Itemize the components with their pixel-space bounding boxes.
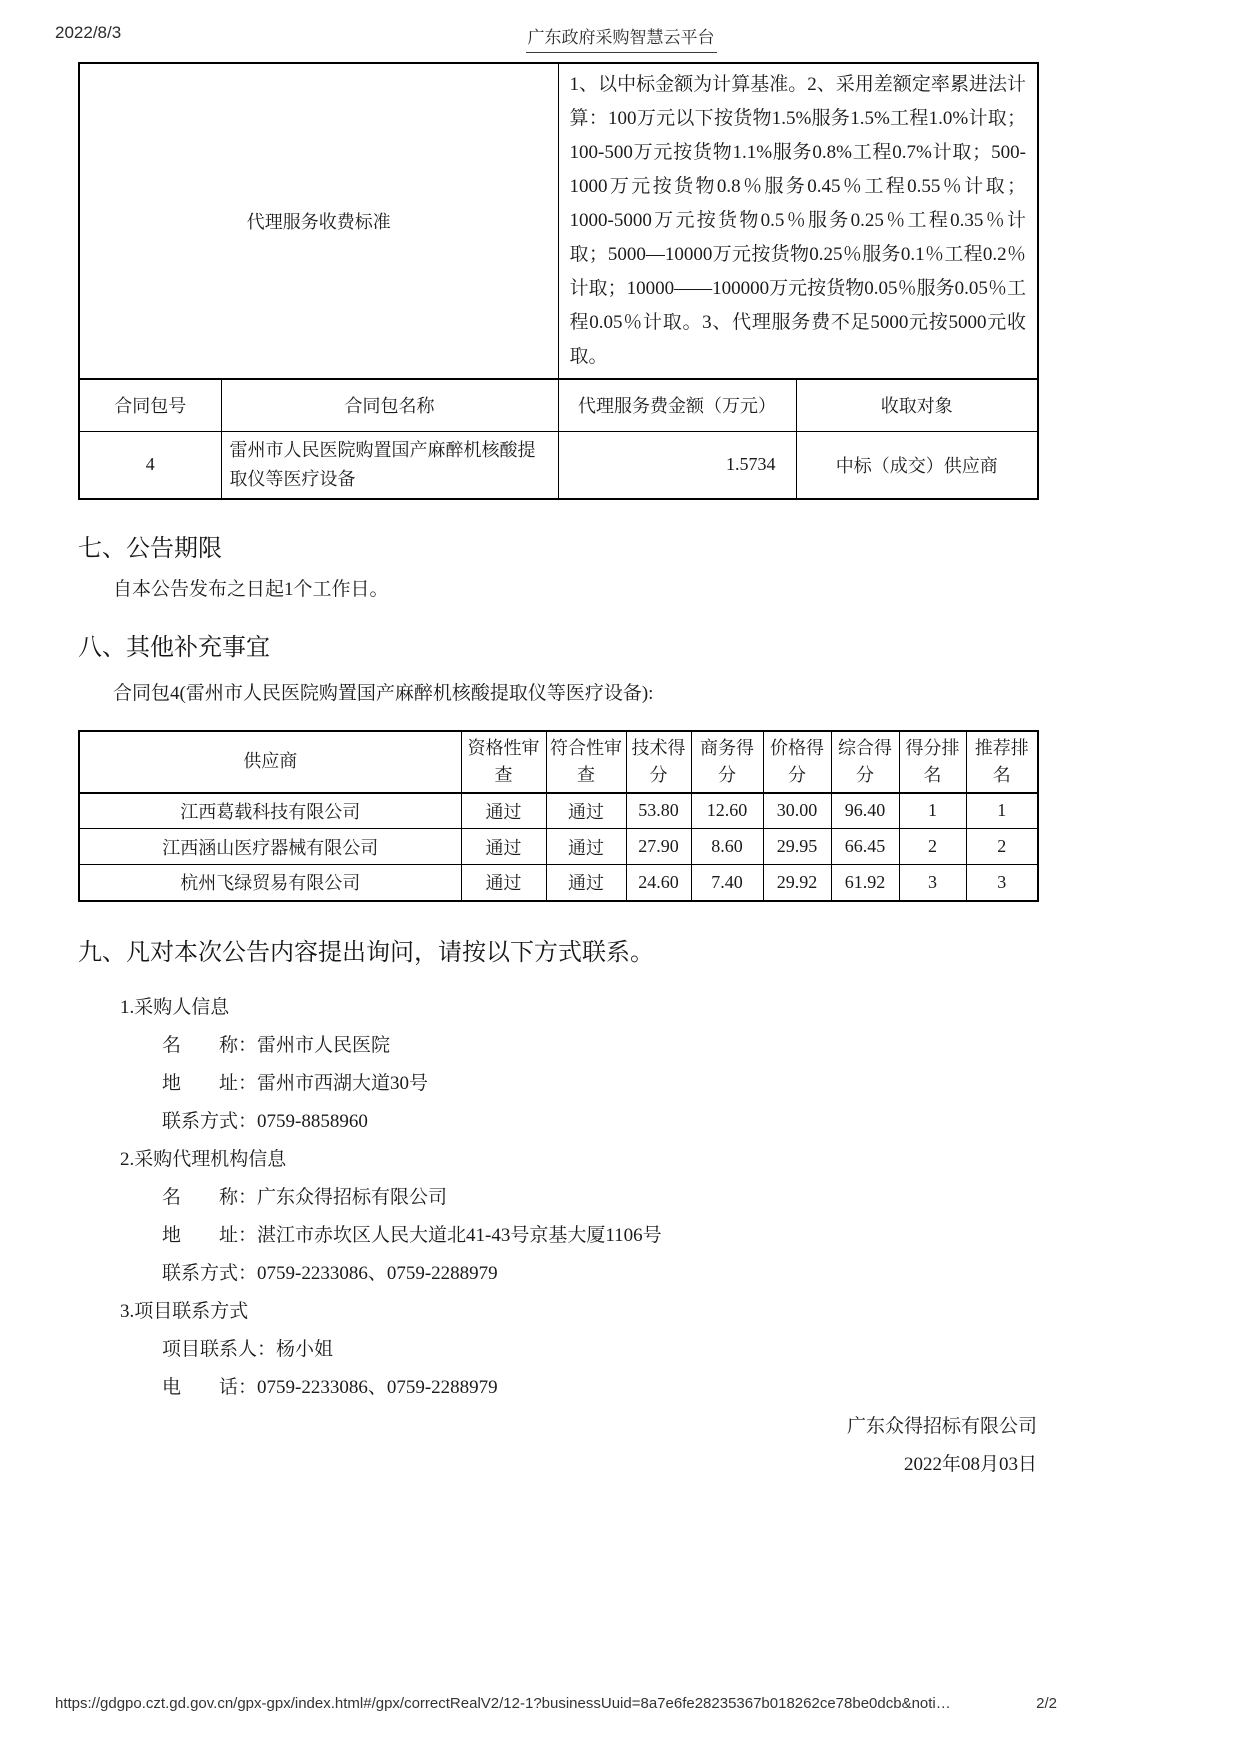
col-business-score: 商务得分: [691, 731, 763, 793]
recommend-rank: 1: [966, 793, 1038, 829]
fee-standard-label: 代理服务收费标准: [79, 63, 558, 379]
fee-amount: 1.5734: [558, 431, 796, 499]
col-fee-amount: 代理服务费金额（万元）: [558, 379, 796, 431]
col-total-score: 综合得分: [831, 731, 899, 793]
purchaser-phone: [78, 1110, 1037, 1134]
col-recommend-rank: 推荐排名: [966, 731, 1038, 793]
score-rank: 3: [899, 865, 966, 901]
field-value: 雷州市人民医院: [257, 1034, 391, 1056]
col-conformity-review: 符合性审查: [546, 731, 626, 793]
col-supplier: 供应商: [79, 731, 461, 793]
footer-page-indicator: 2/2: [1036, 1695, 1057, 1712]
field-value: 湛江市赤坎区人民大道北41-43号京基大厦1106号: [257, 1224, 662, 1246]
purchaser-address: [78, 1072, 1037, 1096]
package-name: 雷州市人民医院购置国产麻醉机核酸提取仪等医疗设备: [221, 431, 558, 499]
purchaser-name: [78, 1034, 1037, 1058]
supplier-name: 杭州飞绿贸易有限公司: [79, 865, 461, 901]
agency-group-title: 2.采购代理机构信息: [120, 1148, 287, 1170]
section-nine-heading: 九、凡对本次公告内容提出询问，请按以下方式联系。: [78, 939, 654, 966]
section-seven-body: 自本公告发布之日起1个工作日。: [113, 578, 389, 600]
field-value: 0759-2233086、0759-2288979: [257, 1262, 498, 1284]
qualification-review: 通过: [461, 865, 546, 901]
fee-standard-description: 1、以中标金额为计算基准。2、采用差额定率累进法计算：100万元以下按货物1.5%服务1.5%工程1.0%计取；100-500万元按货物1.1%服务0.8%工程0.7%计取；500-1000万元按货物0.8％服务0.45％工程0.55％计取；1000-5000万元按货物0.5％服务0.25％工程0.35％计取；5000—10000万元按货物0.25％服务0.1％工程0.2％计取；10000——100000万元按货物0.05％服务0.05％工程0.05％计取。3、代理服务费不足5000元按5000元收取。: [558, 63, 1038, 379]
fee-table-data-row: [79, 431, 1038, 499]
contact-info: [78, 996, 1037, 1400]
technical-score: 53.80: [626, 793, 691, 829]
field-value: 杨小姐: [276, 1338, 334, 1360]
field-value: 0759-2233086、0759-2288979: [257, 1376, 498, 1398]
total-score: 96.40: [831, 793, 899, 829]
print-header: [55, 21, 1187, 51]
score-rank: 1: [899, 793, 966, 829]
page-title-text: 广东政府采购智慧云平台: [526, 21, 717, 53]
field-label: 地 址：: [162, 1072, 258, 1094]
field-value: 广东众得招标有限公司: [257, 1186, 448, 1208]
page-title: [55, 21, 1187, 53]
qualification-review: 通过: [461, 793, 546, 829]
price-score: 29.92: [763, 865, 831, 901]
agency-name: [78, 1186, 1037, 1210]
technical-score: 24.60: [626, 865, 691, 901]
score-row: [79, 865, 1038, 901]
fee-table: [78, 62, 1039, 500]
agency-address: [78, 1224, 1037, 1248]
score-table-header-row: [79, 731, 1038, 793]
technical-score: 27.90: [626, 829, 691, 865]
fee-table-header-row: [79, 379, 1038, 431]
total-score: 61.92: [831, 865, 899, 901]
field-value: 0759-8858960: [257, 1110, 368, 1132]
field-label: 项目联系人：: [162, 1338, 277, 1360]
supplier-name: 江西涵山医疗器械有限公司: [79, 829, 461, 865]
print-footer: [55, 1695, 1057, 1712]
col-fee-recipient: 收取对象: [796, 379, 1038, 431]
col-package-no: 合同包号: [79, 379, 221, 431]
field-label: 名 称：: [162, 1034, 258, 1056]
field-label: 电 话：: [162, 1376, 258, 1398]
col-score-rank: 得分排名: [899, 731, 966, 793]
field-label: 地 址：: [162, 1224, 258, 1246]
col-qualification-review: 资格性审查: [461, 731, 546, 793]
section-seven-heading: 七、公告期限: [78, 535, 222, 562]
col-package-name: 合同包名称: [221, 379, 558, 431]
score-table: [78, 730, 1039, 902]
field-label: 名 称：: [162, 1186, 258, 1208]
agency-phone: [78, 1262, 1037, 1286]
recommend-rank: 2: [966, 829, 1038, 865]
project-contact-person: [78, 1338, 1037, 1362]
price-score: 29.95: [763, 829, 831, 865]
conformity-review: 通过: [546, 865, 626, 901]
price-score: 30.00: [763, 793, 831, 829]
score-rank: 2: [899, 829, 966, 865]
recommend-rank: 3: [966, 865, 1038, 901]
section-eight-body: 合同包4(雷州市人民医院购置国产麻醉机核酸提取仪等医疗设备):: [113, 682, 654, 704]
fee-recipient: 中标（成交）供应商: [796, 431, 1038, 499]
document-body: [78, 62, 1037, 1477]
signature-agency: 广东众得招标有限公司: [846, 1415, 1037, 1437]
footer-url: https://gdgpo.czt.gd.gov.cn/gpx-gpx/index.html#/gpx/correctRealV2/12-1?businessUuid=8a7e6fe28235367b018262ce78be0dcb&noti…: [55, 1695, 951, 1712]
conformity-review: 通过: [546, 793, 626, 829]
score-row: [79, 793, 1038, 829]
field-label: 联系方式：: [162, 1262, 258, 1284]
qualification-review: 通过: [461, 829, 546, 865]
signature-block: [78, 1415, 1037, 1477]
conformity-review: 通过: [546, 829, 626, 865]
print-date: 2022/8/3: [55, 23, 122, 42]
field-label: 联系方式：: [162, 1110, 258, 1132]
field-value: 雷州市西湖大道30号: [257, 1072, 429, 1094]
score-row: [79, 829, 1038, 865]
col-price-score: 价格得分: [763, 731, 831, 793]
total-score: 66.45: [831, 829, 899, 865]
section-eight-heading: 八、其他补充事宜: [78, 634, 270, 661]
fee-standard-row: [79, 63, 1038, 379]
business-score: 8.60: [691, 829, 763, 865]
project-phone: [78, 1376, 1037, 1400]
business-score: 7.40: [691, 865, 763, 901]
purchaser-group-title: 1.采购人信息: [120, 996, 230, 1018]
project-group-title: 3.项目联系方式: [120, 1300, 249, 1322]
col-technical-score: 技术得分: [626, 731, 691, 793]
business-score: 12.60: [691, 793, 763, 829]
signature-date: 2022年08月03日: [903, 1453, 1037, 1475]
package-no: 4: [79, 431, 221, 499]
supplier-name: 江西葛载科技有限公司: [79, 793, 461, 829]
